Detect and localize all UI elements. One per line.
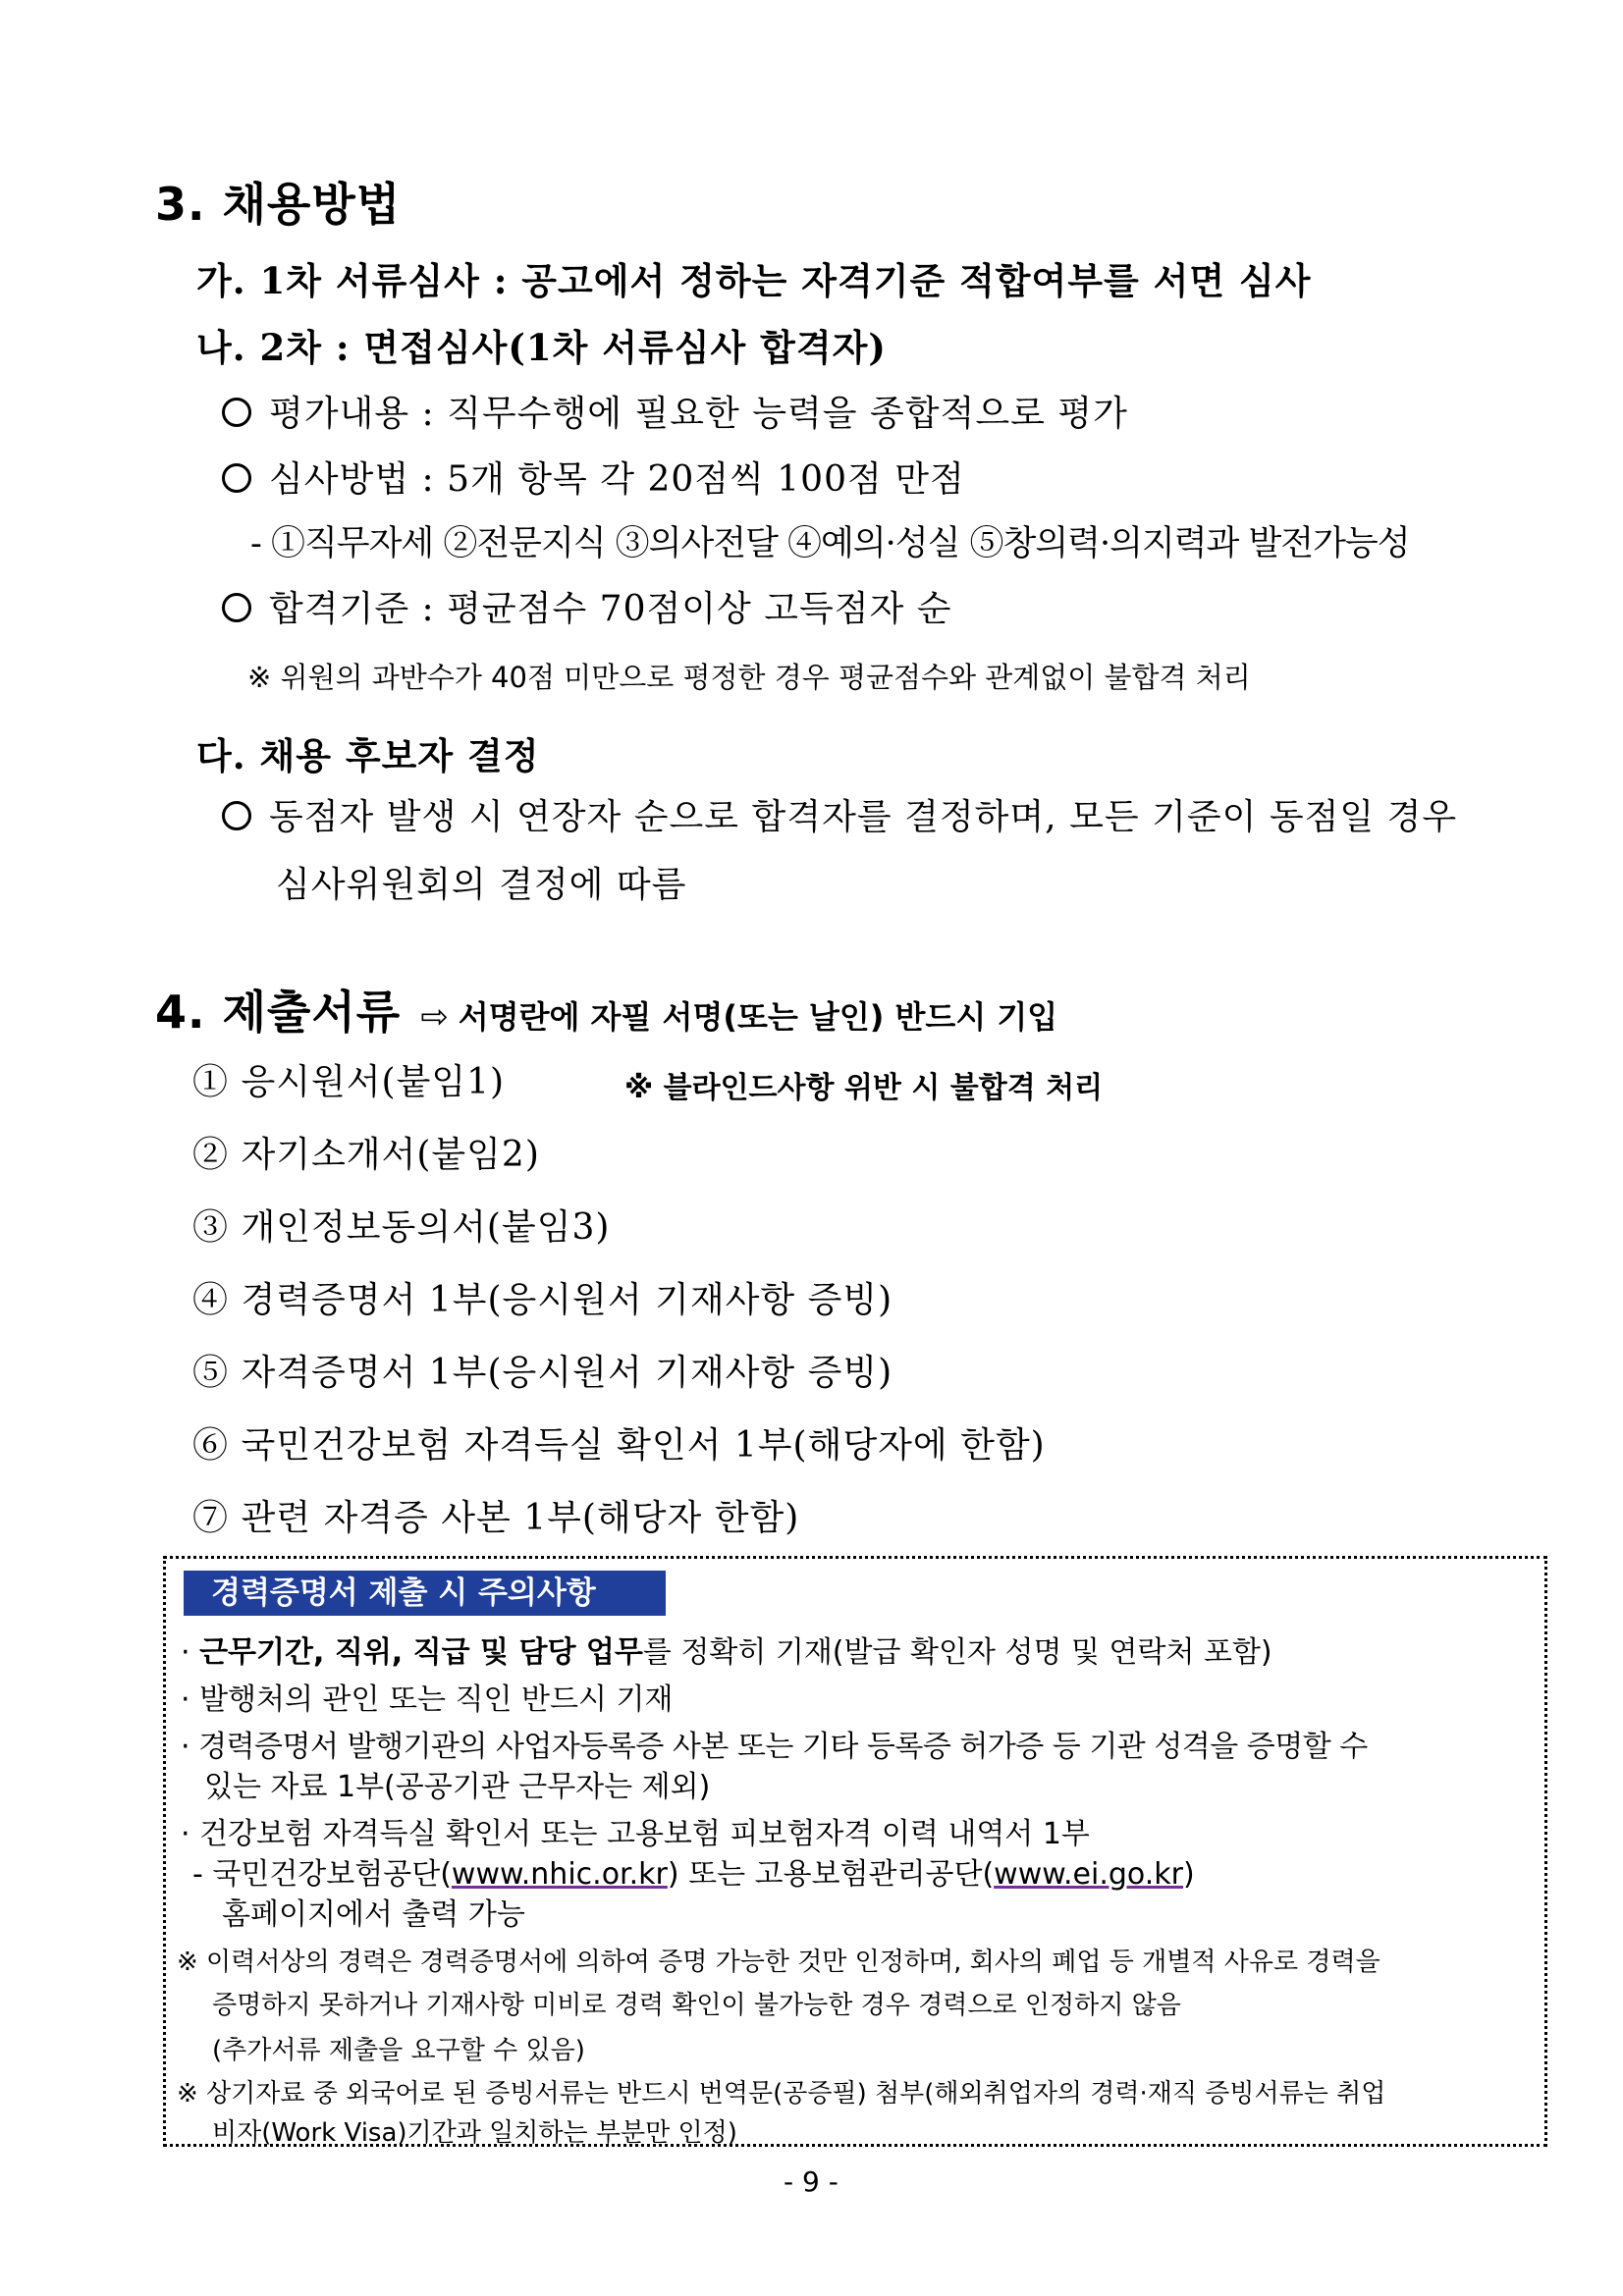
notice-line-6: 홈페이지에서 출력 가능: [222, 1897, 525, 1932]
eval-method-text: 심사방법 : 5개 항목 각 20점씩 100점 만점: [269, 459, 965, 500]
notice-line-3-text: 경력증명서 발행기관의 사업자등록증 사본 또는 기타 등록증 허가증 등 기관 성격을 증명할 수: [198, 1730, 1368, 1764]
eval-items-list: - ①직무자세 ②전문지식 ③의사전달 ④예의·성실 ⑤창의력·의지력과 발전가능성: [250, 524, 1410, 563]
nhic-link[interactable]: www.nhic.or.kr: [451, 1857, 668, 1892]
section-3-ga: 가. 1차 서류심사 : 공고에서 정하는 자격기준 적합여부를 서면 심사: [196, 259, 1312, 302]
section-3-da: 다. 채용 후보자 결정: [196, 734, 540, 777]
doc-item-5: ⑤ 자격증명서 1부(응시원서 기재사항 증빙): [192, 1353, 893, 1393]
doc-item-3: ③ 개인정보동의서(붙임3): [192, 1207, 611, 1248]
notice-line-5: [192, 1849, 1195, 1893]
circle-bullet-icon: [222, 593, 251, 622]
circle-bullet-icon: [222, 463, 251, 493]
notice-note-2a: ※ 상기자료 중 외국어로 된 증빙서류는 반드시 번역문(공증필) 첨부(해외취업자의 경력·재직 증빙서류는 취업: [177, 2079, 1386, 2109]
right-arrow-icon: ⇨: [420, 997, 449, 1037]
eval-method-item: [222, 452, 965, 502]
notice-line-2-text: 발행처의 관인 또는 직인 반드시 기재: [199, 1682, 674, 1717]
tie-rule-text-2: 심사위원회의 결정에 따름: [276, 865, 687, 905]
circle-bullet-icon: [222, 398, 251, 427]
page-number: - 9 -: [784, 2165, 839, 2198]
pass-note: ※ 위원의 과반수가 40점 미만으로 평정한 경우 평균점수와 관계없이 불합격 처리: [247, 661, 1251, 694]
doc-item-4: ④ 경력증명서 1부(응시원서 기재사항 증빙): [192, 1280, 893, 1320]
eval-content-item: [222, 386, 1128, 436]
notice-line-1-bold: 근무기간, 직위, 직급 및 담당 업무: [199, 1635, 643, 1670]
section-3-na: 나. 2차 : 면접심사(1차 서류심사 합격자): [196, 326, 887, 369]
bullet-dot-icon: ·: [181, 1730, 199, 1764]
pass-criteria-item: [222, 581, 952, 631]
notice-note-1a: ※ 이력서상의 경력은 경력증명서에 의하여 증명 가능한 것만 인정하며, 회사의 폐업 등 개별적 사유로 경력을: [177, 1948, 1380, 1977]
notice-line-5-post: ): [1183, 1857, 1195, 1892]
notice-line-3: [181, 1722, 1368, 1765]
bullet-dot-icon: ·: [181, 1635, 200, 1670]
section-3-title: 3. 채용방법: [155, 178, 402, 231]
bullet-dot-icon: ·: [181, 1817, 200, 1851]
doc-item-7: ⑦ 관련 자격증 사본 1부(해당자 한함): [192, 1498, 800, 1538]
signature-note: 서명란에 자필 서명(또는 날인) 반드시 기입: [458, 998, 1058, 1036]
notice-line-1-rest: 를 정확히 기재(발급 확인자 성명 및 연락처 포함): [642, 1635, 1272, 1670]
doc-item-2: ② 자기소개서(붙임2): [192, 1135, 540, 1175]
blind-note: ※ 블라인드사항 위반 시 불합격 처리: [624, 1071, 1104, 1105]
notice-note-1c: (추가서류 제출을 요구할 수 있음): [212, 2036, 585, 2065]
notice-note-1b: 증명하지 못하거나 기재사항 미비로 경력 확인이 불가능한 경우 경력으로 인정하지 않음: [212, 1991, 1181, 2020]
tie-rule-text-1: 동점자 발생 시 연장자 순으로 합격자를 결정하며, 모든 기준이 동점일 경우: [269, 797, 1458, 837]
tie-rule-item: [222, 789, 1457, 839]
bullet-dot-icon: ·: [181, 1682, 200, 1717]
ei-link[interactable]: www.ei.go.kr: [994, 1857, 1183, 1892]
notice-line-3b: 있는 자료 1부(공공기관 근무자는 제외): [204, 1770, 711, 1804]
notice-line-4-text: 건강보험 자격득실 확인서 또는 고용보험 피보험자격 이력 내역서 1부: [199, 1817, 1090, 1851]
doc-item-1: ① 응시원서(붙임1): [192, 1062, 506, 1102]
pass-criteria-text: 합격기준 : 평균점수 70점이상 고득점자 순: [269, 589, 952, 629]
notice-line-4: [181, 1809, 1090, 1852]
notice-line-2: [181, 1675, 673, 1718]
notice-note-2b: 비자(Work Visa)기간과 일치하는 부분만 인정): [212, 2118, 737, 2148]
section-4-header: [155, 977, 1057, 1041]
doc-item-6: ⑥ 국민건강보험 자격득실 확인서 1부(해당자에 한함): [192, 1425, 1046, 1466]
notice-line-5-mid: ) 또는 고용보험관리공단(: [667, 1857, 995, 1892]
notice-line-5-pre: - 국민건강보험공단(: [192, 1857, 452, 1892]
eval-content-text: 평가내용 : 직무수행에 필요한 능력을 종합적으로 평가: [269, 394, 1128, 434]
circle-bullet-icon: [222, 801, 251, 830]
section-4-title: 4. 제출서류: [155, 986, 402, 1039]
notice-title: 경력증명서 제출 시 주의사항: [184, 1571, 666, 1616]
notice-line-1: [181, 1628, 1272, 1671]
